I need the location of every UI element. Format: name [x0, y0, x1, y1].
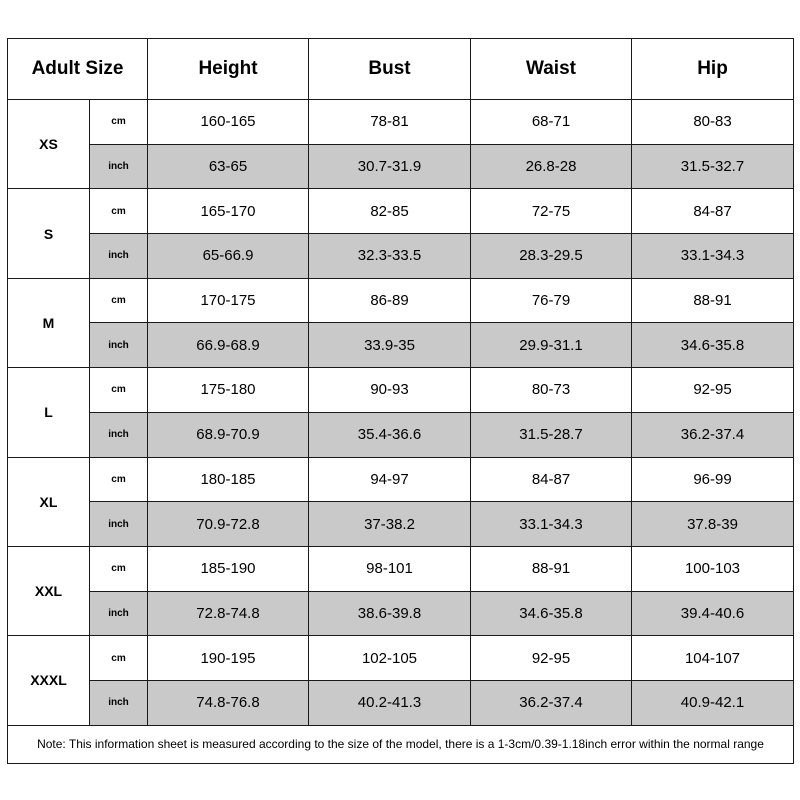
bust-cell: 32.3-33.5: [309, 234, 471, 279]
waist-cell: 68-71: [471, 100, 632, 145]
height-cell: 63-65: [148, 144, 309, 189]
table-row: [8, 412, 794, 457]
height-cell: 74.8-76.8: [148, 680, 309, 725]
height-cell: 160-165: [148, 100, 309, 145]
bust-cell: 90-93: [309, 368, 471, 413]
hip-cell: 33.1-34.3: [632, 234, 794, 279]
bust-cell: 82-85: [309, 189, 471, 234]
size-chart-table: [7, 38, 794, 764]
height-cell: 185-190: [148, 546, 309, 591]
header-adult-size: Adult Size: [8, 39, 148, 100]
unit-label: inch: [90, 234, 148, 279]
unit-label: inch: [90, 502, 148, 547]
table-row: [8, 323, 794, 368]
table-row: [8, 189, 794, 234]
hip-cell: 96-99: [632, 457, 794, 502]
waist-cell: 34.6-35.8: [471, 591, 632, 636]
bust-cell: 33.9-35: [309, 323, 471, 368]
unit-label: inch: [90, 591, 148, 636]
size-label: S: [8, 189, 90, 278]
waist-cell: 29.9-31.1: [471, 323, 632, 368]
height-cell: 170-175: [148, 278, 309, 323]
table-row: [8, 368, 794, 413]
size-label: XL: [8, 457, 90, 546]
unit-label: inch: [90, 412, 148, 457]
height-cell: 66.9-68.9: [148, 323, 309, 368]
waist-cell: 80-73: [471, 368, 632, 413]
hip-cell: 100-103: [632, 546, 794, 591]
unit-label: cm: [90, 636, 148, 681]
bust-cell: 38.6-39.8: [309, 591, 471, 636]
unit-label: cm: [90, 546, 148, 591]
table-row: [8, 591, 794, 636]
size-chart: [7, 38, 793, 764]
header-bust: Bust: [309, 39, 471, 100]
size-label: M: [8, 278, 90, 367]
hip-cell: 34.6-35.8: [632, 323, 794, 368]
hip-cell: 31.5-32.7: [632, 144, 794, 189]
hip-cell: 84-87: [632, 189, 794, 234]
height-cell: 175-180: [148, 368, 309, 413]
bust-cell: 40.2-41.3: [309, 680, 471, 725]
waist-cell: 28.3-29.5: [471, 234, 632, 279]
bust-cell: 78-81: [309, 100, 471, 145]
height-cell: 70.9-72.8: [148, 502, 309, 547]
table-row: [8, 457, 794, 502]
table-row: [8, 278, 794, 323]
table-row: [8, 100, 794, 145]
unit-label: cm: [90, 189, 148, 234]
waist-cell: 26.8-28: [471, 144, 632, 189]
waist-cell: 76-79: [471, 278, 632, 323]
table-row: [8, 680, 794, 725]
unit-label: inch: [90, 680, 148, 725]
hip-cell: 40.9-42.1: [632, 680, 794, 725]
table-row: [8, 502, 794, 547]
height-cell: 68.9-70.9: [148, 412, 309, 457]
height-cell: 72.8-74.8: [148, 591, 309, 636]
hip-cell: 88-91: [632, 278, 794, 323]
unit-label: inch: [90, 144, 148, 189]
size-label: XXXL: [8, 636, 90, 725]
bust-cell: 30.7-31.9: [309, 144, 471, 189]
size-label: L: [8, 368, 90, 457]
bust-cell: 86-89: [309, 278, 471, 323]
unit-label: cm: [90, 100, 148, 145]
height-cell: 65-66.9: [148, 234, 309, 279]
unit-label: cm: [90, 278, 148, 323]
height-cell: 180-185: [148, 457, 309, 502]
waist-cell: 92-95: [471, 636, 632, 681]
note-text: Note: This information sheet is measured according to the size of the model, there is a 1-3cm/0.39-1.18inch error within the normal range: [8, 725, 794, 763]
waist-cell: 31.5-28.7: [471, 412, 632, 457]
waist-cell: 84-87: [471, 457, 632, 502]
bust-cell: 37-38.2: [309, 502, 471, 547]
waist-cell: 72-75: [471, 189, 632, 234]
header-hip: Hip: [632, 39, 794, 100]
bust-cell: 94-97: [309, 457, 471, 502]
table-row: [8, 546, 794, 591]
note-row: [8, 725, 794, 763]
table-row: [8, 636, 794, 681]
waist-cell: 36.2-37.4: [471, 680, 632, 725]
hip-cell: 37.8-39: [632, 502, 794, 547]
header-row: [8, 39, 794, 100]
bust-cell: 35.4-36.6: [309, 412, 471, 457]
hip-cell: 92-95: [632, 368, 794, 413]
height-cell: 165-170: [148, 189, 309, 234]
header-waist: Waist: [471, 39, 632, 100]
hip-cell: 104-107: [632, 636, 794, 681]
table-row: [8, 234, 794, 279]
size-label: XS: [8, 100, 90, 189]
height-cell: 190-195: [148, 636, 309, 681]
size-label: XXL: [8, 546, 90, 635]
unit-label: cm: [90, 368, 148, 413]
hip-cell: 80-83: [632, 100, 794, 145]
unit-label: cm: [90, 457, 148, 502]
hip-cell: 36.2-37.4: [632, 412, 794, 457]
unit-label: inch: [90, 323, 148, 368]
bust-cell: 98-101: [309, 546, 471, 591]
waist-cell: 88-91: [471, 546, 632, 591]
waist-cell: 33.1-34.3: [471, 502, 632, 547]
header-height: Height: [148, 39, 309, 100]
table-row: [8, 144, 794, 189]
hip-cell: 39.4-40.6: [632, 591, 794, 636]
bust-cell: 102-105: [309, 636, 471, 681]
